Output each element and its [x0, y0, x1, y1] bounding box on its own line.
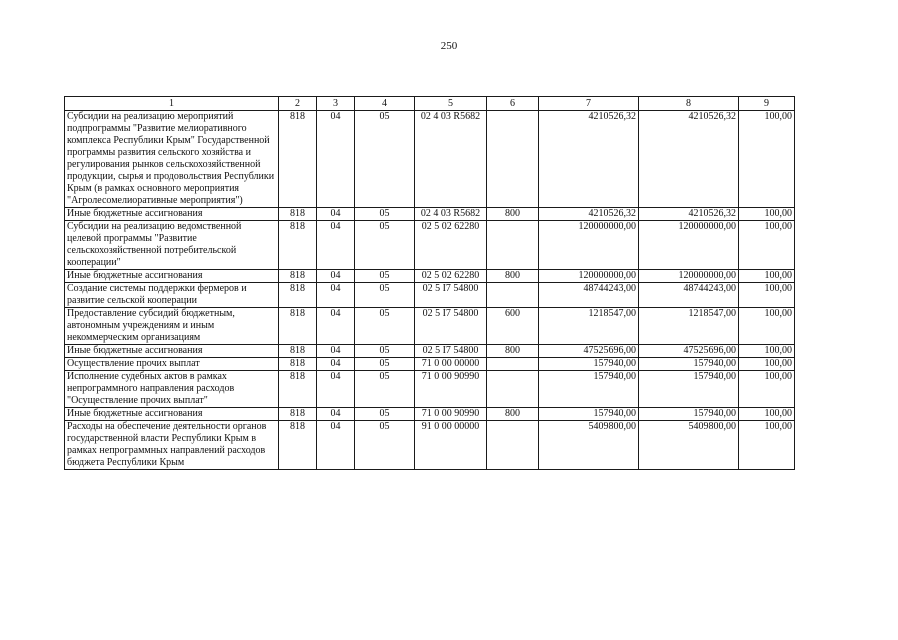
approved-amount-cell: 120000000,00: [539, 270, 639, 283]
pr-code-cell: 05: [355, 345, 415, 358]
csr-code-cell: 71 0 00 90990: [415, 408, 487, 421]
execution-percent-cell: 100,00: [739, 345, 795, 358]
rz-code-cell: 04: [317, 270, 355, 283]
gr-code-cell: 818: [279, 408, 317, 421]
rz-code-cell: 04: [317, 283, 355, 308]
approved-amount-cell: 120000000,00: [539, 221, 639, 270]
table-row: [65, 408, 795, 421]
csr-code-cell: 02 5 I7 54800: [415, 345, 487, 358]
table-row: [65, 421, 795, 470]
gr-code-cell: 818: [279, 111, 317, 208]
table-row: [65, 371, 795, 408]
column-header: 4: [355, 97, 415, 111]
row-name-cell: Осуществление прочих выплат: [65, 358, 279, 371]
vr-code-cell: [487, 221, 539, 270]
column-header: 7: [539, 97, 639, 111]
execution-percent-cell: 100,00: [739, 111, 795, 208]
rz-code-cell: 04: [317, 221, 355, 270]
vr-code-cell: 600: [487, 308, 539, 345]
column-header: 9: [739, 97, 795, 111]
row-name-cell: Иные бюджетные ассигнования: [65, 208, 279, 221]
table-row: [65, 345, 795, 358]
header-row: [65, 97, 795, 111]
rz-code-cell: 04: [317, 308, 355, 345]
rz-code-cell: 04: [317, 208, 355, 221]
gr-code-cell: 818: [279, 221, 317, 270]
csr-code-cell: 02 5 02 62280: [415, 270, 487, 283]
execution-percent-cell: 100,00: [739, 371, 795, 408]
vr-code-cell: 800: [487, 270, 539, 283]
table-row: [65, 358, 795, 371]
vr-code-cell: [487, 421, 539, 470]
vr-code-cell: [487, 358, 539, 371]
page-number: 250: [440, 40, 458, 52]
vr-code-cell: [487, 371, 539, 408]
execution-percent-cell: 100,00: [739, 270, 795, 283]
table-row: [65, 111, 795, 208]
executed-amount-cell: 157940,00: [639, 408, 739, 421]
column-header: 8: [639, 97, 739, 111]
approved-amount-cell: 5409800,00: [539, 421, 639, 470]
pr-code-cell: 05: [355, 270, 415, 283]
csr-code-cell: 91 0 00 00000: [415, 421, 487, 470]
row-name-cell: Субсидии на реализацию ведомственной целевой программы "Развитие сельскохозяйственной потребительской кооперации": [65, 221, 279, 270]
table-row: [65, 308, 795, 345]
csr-code-cell: 02 5 I7 54800: [415, 283, 487, 308]
gr-code-cell: 818: [279, 308, 317, 345]
executed-amount-cell: 48744243,00: [639, 283, 739, 308]
column-header: 5: [415, 97, 487, 111]
rz-code-cell: 04: [317, 358, 355, 371]
rz-code-cell: 04: [317, 345, 355, 358]
execution-percent-cell: 100,00: [739, 221, 795, 270]
gr-code-cell: 818: [279, 270, 317, 283]
execution-percent-cell: 100,00: [739, 308, 795, 345]
column-header: 1: [65, 97, 279, 111]
row-name-cell: Расходы на обеспечение деятельности органов государственной власти Республики Крым в рамках непрограммных направлений расходов бюджета Республики Крым: [65, 421, 279, 470]
executed-amount-cell: 47525696,00: [639, 345, 739, 358]
csr-code-cell: 02 5 02 62280: [415, 221, 487, 270]
row-name-cell: Иные бюджетные ассигнования: [65, 408, 279, 421]
pr-code-cell: 05: [355, 283, 415, 308]
approved-amount-cell: 47525696,00: [539, 345, 639, 358]
gr-code-cell: 818: [279, 421, 317, 470]
approved-amount-cell: 4210526,32: [539, 208, 639, 221]
executed-amount-cell: 157940,00: [639, 371, 739, 408]
row-name-cell: Иные бюджетные ассигнования: [65, 345, 279, 358]
csr-code-cell: 71 0 00 00000: [415, 358, 487, 371]
executed-amount-cell: 4210526,32: [639, 208, 739, 221]
execution-percent-cell: 100,00: [739, 208, 795, 221]
pr-code-cell: 05: [355, 421, 415, 470]
csr-code-cell: 02 5 I7 54800: [415, 308, 487, 345]
csr-code-cell: 02 4 03 R5682: [415, 208, 487, 221]
approved-amount-cell: 1218547,00: [539, 308, 639, 345]
executed-amount-cell: 157940,00: [639, 358, 739, 371]
gr-code-cell: 818: [279, 283, 317, 308]
gr-code-cell: 818: [279, 358, 317, 371]
column-header: 2: [279, 97, 317, 111]
execution-percent-cell: 100,00: [739, 283, 795, 308]
vr-code-cell: [487, 111, 539, 208]
rz-code-cell: 04: [317, 408, 355, 421]
csr-code-cell: 71 0 00 90990: [415, 371, 487, 408]
gr-code-cell: 818: [279, 371, 317, 408]
row-name-cell: Иные бюджетные ассигнования: [65, 270, 279, 283]
row-name-cell: Субсидии на реализацию мероприятий подпрограммы "Развитие мелиоративного комплекса Республики Крым" Государственной программы развития сельского хозяйства и регулирования рынков сельскохозяйственной продукции, сырья и продовольствия Республики Крым (в рамках основного мероприятия "Агролесомелиоративные мероприятия"): [65, 111, 279, 208]
pr-code-cell: 05: [355, 308, 415, 345]
executed-amount-cell: 1218547,00: [639, 308, 739, 345]
vr-code-cell: 800: [487, 408, 539, 421]
pr-code-cell: 05: [355, 111, 415, 208]
table-row: [65, 208, 795, 221]
executed-amount-cell: 120000000,00: [639, 270, 739, 283]
csr-code-cell: 02 4 03 R5682: [415, 111, 487, 208]
gr-code-cell: 818: [279, 345, 317, 358]
approved-amount-cell: 48744243,00: [539, 283, 639, 308]
table-row: [65, 221, 795, 270]
budget-table: [64, 96, 795, 470]
column-header: 6: [487, 97, 539, 111]
approved-amount-cell: 157940,00: [539, 371, 639, 408]
executed-amount-cell: 120000000,00: [639, 221, 739, 270]
vr-code-cell: 800: [487, 345, 539, 358]
pr-code-cell: 05: [355, 208, 415, 221]
row-name-cell: Создание системы поддержки фермеров и развитие сельской кооперации: [65, 283, 279, 308]
rz-code-cell: 04: [317, 111, 355, 208]
approved-amount-cell: 157940,00: [539, 408, 639, 421]
executed-amount-cell: 5409800,00: [639, 421, 739, 470]
vr-code-cell: [487, 283, 539, 308]
pr-code-cell: 05: [355, 371, 415, 408]
execution-percent-cell: 100,00: [739, 358, 795, 371]
rz-code-cell: 04: [317, 371, 355, 408]
pr-code-cell: 05: [355, 408, 415, 421]
approved-amount-cell: 4210526,32: [539, 111, 639, 208]
executed-amount-cell: 4210526,32: [639, 111, 739, 208]
vr-code-cell: 800: [487, 208, 539, 221]
pr-code-cell: 05: [355, 221, 415, 270]
table-row: [65, 283, 795, 308]
column-header: 3: [317, 97, 355, 111]
pr-code-cell: 05: [355, 358, 415, 371]
execution-percent-cell: 100,00: [739, 421, 795, 470]
execution-percent-cell: 100,00: [739, 408, 795, 421]
approved-amount-cell: 157940,00: [539, 358, 639, 371]
table-row: [65, 270, 795, 283]
rz-code-cell: 04: [317, 421, 355, 470]
gr-code-cell: 818: [279, 208, 317, 221]
row-name-cell: Предоставление субсидий бюджетным, автономным учреждениям и иным некоммерческим организациям: [65, 308, 279, 345]
row-name-cell: Исполнение судебных актов в рамках непрограммного направления расходов "Осуществление прочих выплат": [65, 371, 279, 408]
